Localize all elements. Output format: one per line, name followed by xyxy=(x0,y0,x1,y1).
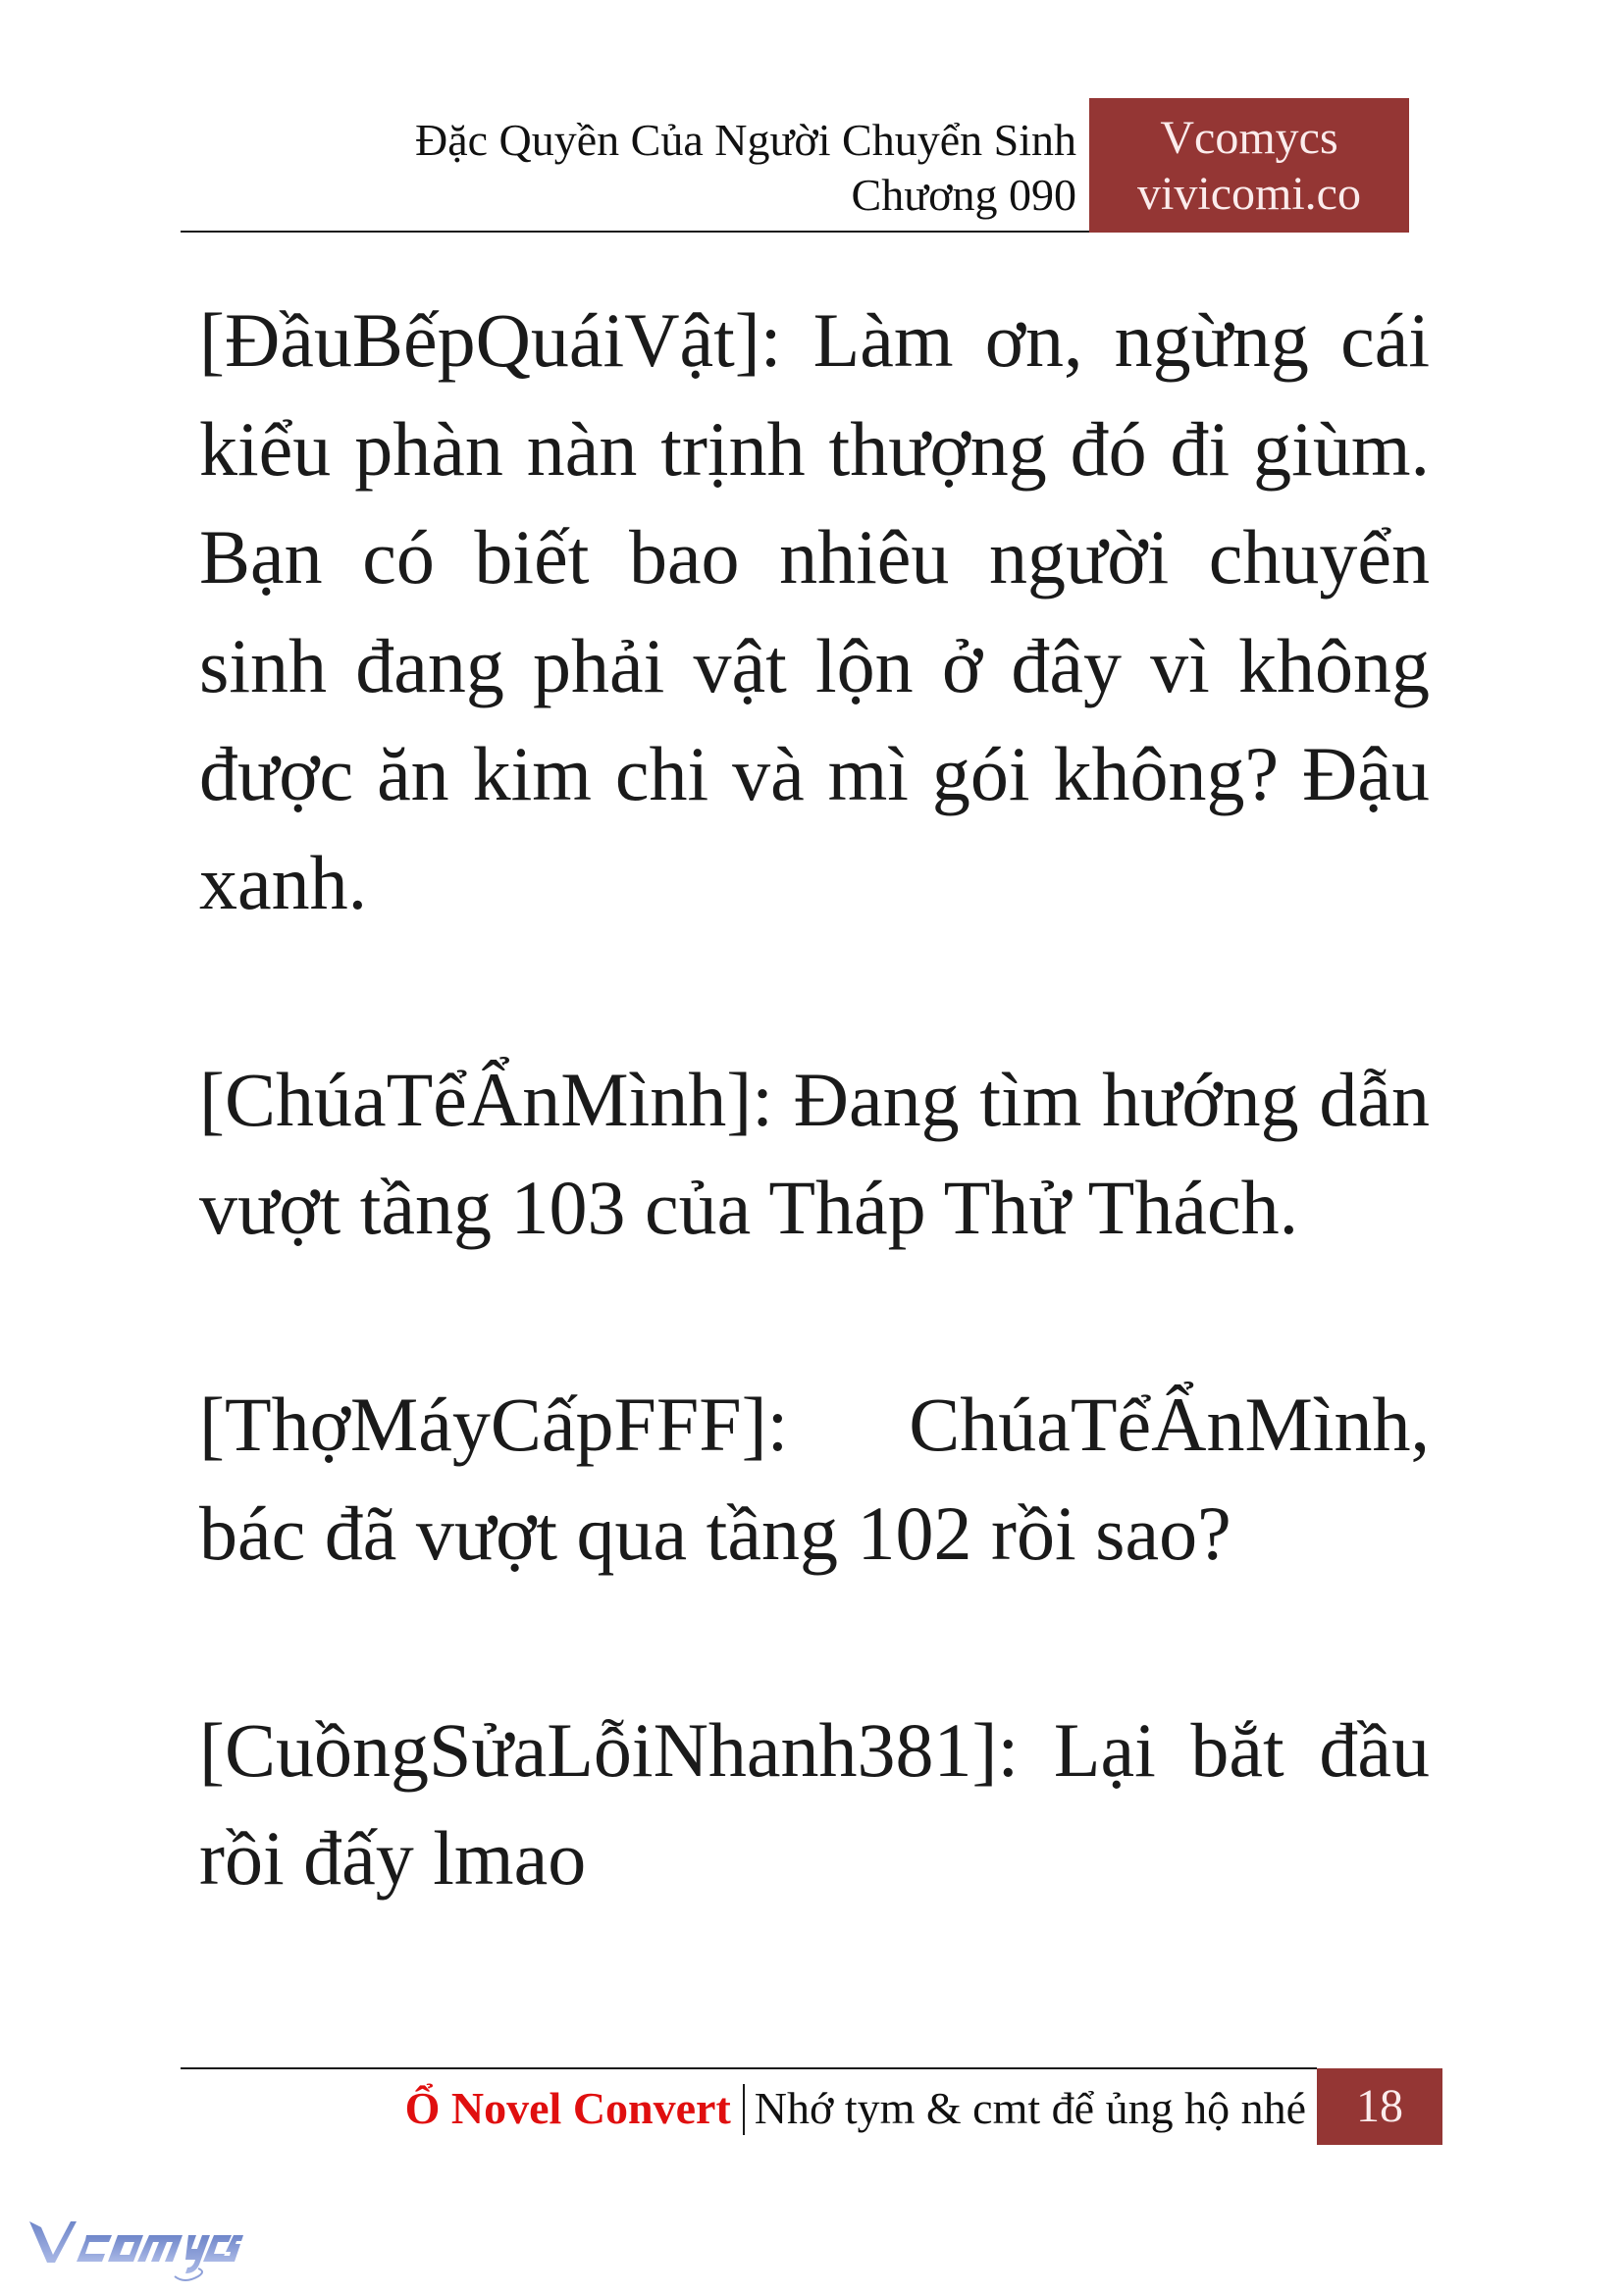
book-title: Đặc Quyền Của Người Chuyển Sinh xyxy=(414,115,1076,165)
chat-message: [CuồngSửaLỗiNhanh381]: Lại bắt đầu rồi đấy lmao xyxy=(199,1706,1430,1901)
footer-brand: Ổ Novel Convert xyxy=(404,2083,731,2133)
source-badge-name: Vcomycs xyxy=(1160,112,1338,164)
page-number: 18 xyxy=(1317,2068,1442,2145)
footer-credit xyxy=(405,2084,1306,2135)
source-badge-url: vivicomi.co xyxy=(1137,168,1361,220)
source-badge xyxy=(1089,98,1409,233)
footer-divider xyxy=(181,2067,1317,2069)
footer-separator xyxy=(743,2084,745,2135)
chat-message: [ThợMáyCấpFFF]: ChúaTểẨnMình, bác đã vượt qua tầng 102 rồi sao? xyxy=(199,1382,1430,1576)
chat-message: [ChúaTểẨnMình]: Đang tìm hướng dẫn vượt tầng 103 của Tháp Thử Thách. xyxy=(199,1056,1430,1250)
chapter-label: Chương 090 xyxy=(851,170,1076,220)
header-divider xyxy=(181,231,1089,233)
chat-message: [ĐầuBếpQuáiVật]: Làm ơn, ngừng cái kiểu phàn nàn trịnh thượng đó đi giùm. Bạn có biết bao nhiêu người chuyển sinh đang phải vật lộn ở đây vì không được ăn kim chi và mì gói không? Đậu xanh. xyxy=(199,297,1430,925)
chapter-body xyxy=(199,287,1430,2021)
footer-message: Nhớ tym & cmt để ủng hộ nhé xyxy=(754,2083,1306,2133)
vcomycs-logo-icon xyxy=(27,2216,243,2286)
